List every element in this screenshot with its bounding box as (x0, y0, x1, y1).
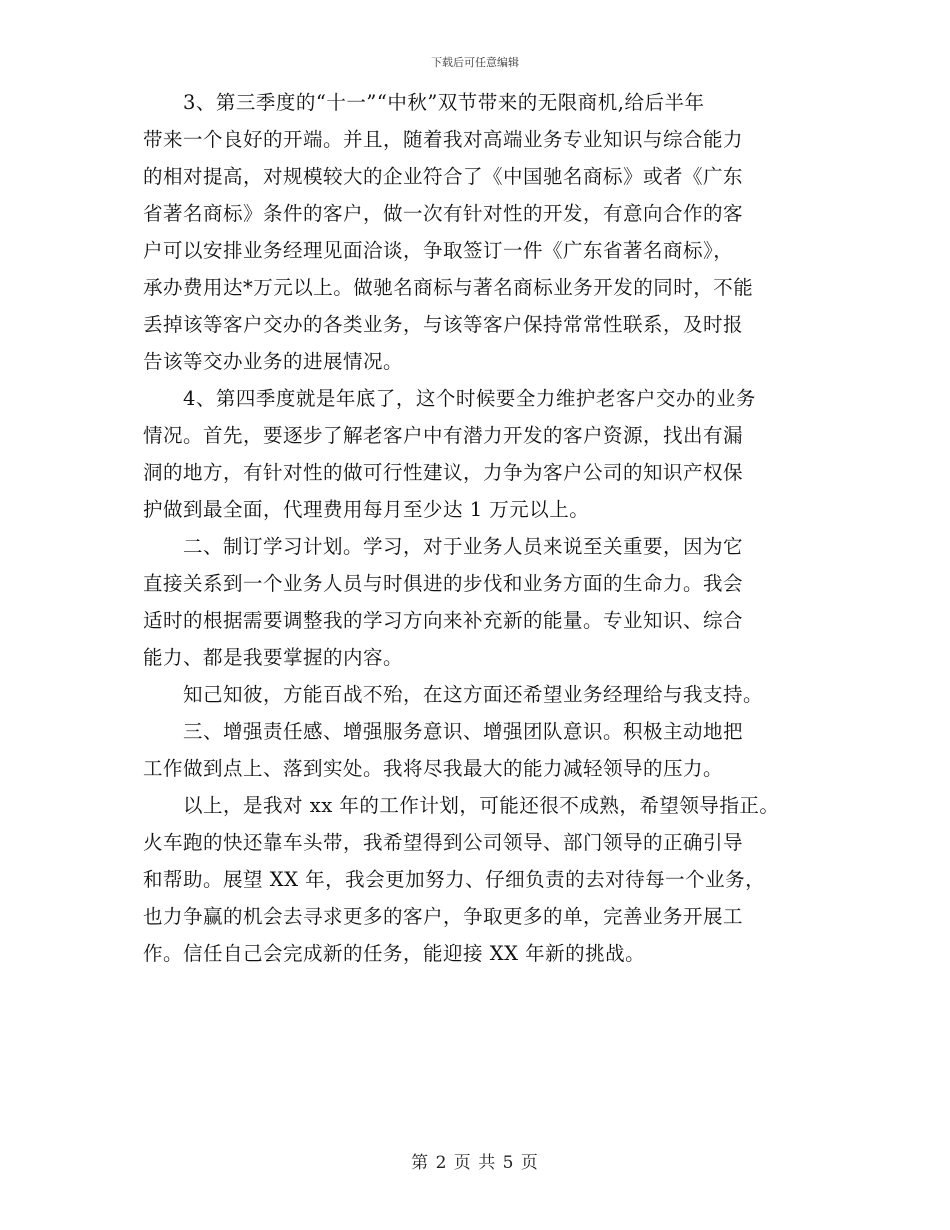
paragraph-conclusion: 以上，是我对 xx 年的工作计划，可能还很不成熟，希望领导指正。 火车跑的快还靠车头带，我希望得到公司领导、部门领导的正确引导 和帮助。展望 XX 年，我会更加努力、仔细负责的去对待每一个业务， 也力争赢的机会去寻求更多的客户，争取更多的单，完善业务开展工 作。信任自己会完成新的任务，能迎接 XX 年新的挑战。 (143, 794, 780, 965)
paragraph-responsibility: 三、增强责任感、增强服务意识、增强团队意识。积极主动地把 工作做到点上、落到实处。我将尽我最大的能力减轻领导的压力。 (143, 720, 744, 780)
paragraph-study-plan: 二、制订学习计划。学习，对于业务人员来说至关重要，因为它 直接关系到一个业务人员与时俱进的步伐和业务方面的生命力。我会 适时的根据需要调整我的学习方向来补充新的能量。专业知识、综合 能力、都是我要掌握的内容。 (143, 535, 744, 669)
paragraph-q3-plan: 3、第三季度的“十一”“中秋”双节带来的无限商机,给后半年 带来一个良好的开端。并且，随着我对高端业务专业知识与综合能力 的相对提高，对规模较大的企业符合了《中国驰名商标》或者《广东 省著名商标》条件的客户，做一次有针对性的开发，有意向合作的客 户可以安排业务经理见面洽谈，争取签订一件《广东省著名商标》， 承办费用达*万元以上。做驰名商标与著名商标业务开发的同时，不能 丢掉该等客户交办的各类业务，与该等客户保持常常性联系，及时报 告该等交办业务的进展情况。 (143, 91, 754, 373)
page-header-note: 下载后可任意编辑 (431, 56, 519, 69)
document-body (143, 84, 809, 972)
paragraph-q4-plan: 4、第四季度就是年底了，这个时候要全力维护老客户交办的业务 情况。首先，要逐步了解老客户中有潜力开发的客户资源，找出有漏 洞的地方，有针对性的做可行性建议，力争为客户公司的知识产权保 护做到最全面，代理费用每月至少达 1 万元以上。 (143, 387, 756, 521)
page-number: 第 2 页 共 5 页 (411, 1153, 539, 1173)
paragraph-know-yourself: 知己知彼，方能百战不殆，在这方面还希望业务经理给与我支持。 (143, 683, 764, 706)
